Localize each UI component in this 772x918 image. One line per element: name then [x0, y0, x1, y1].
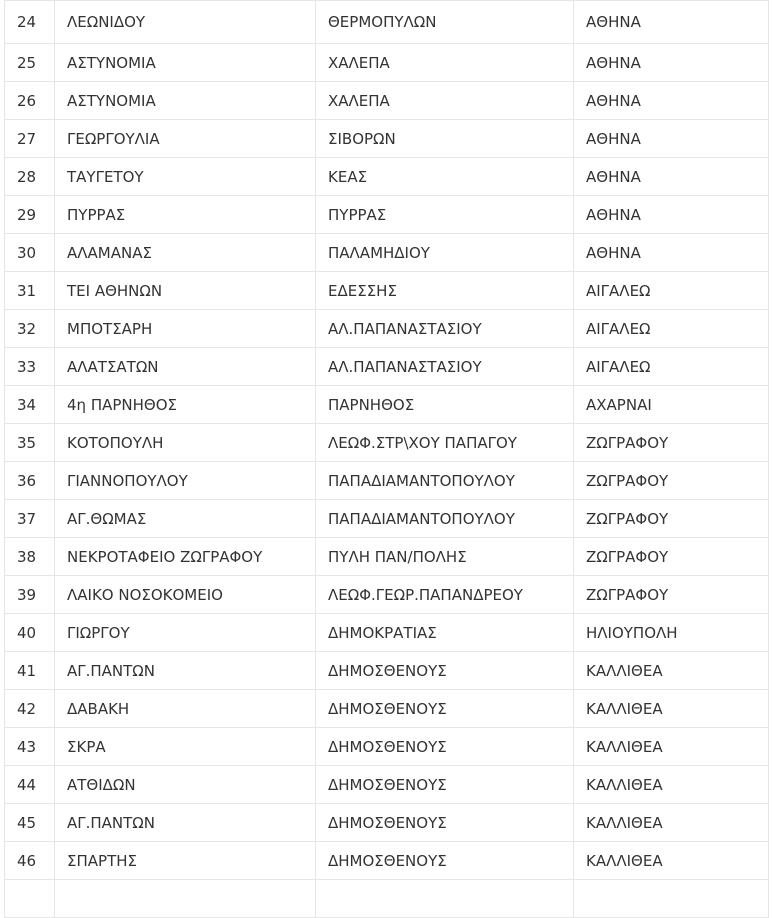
area-name-cell: ΖΩΓΡΑΦΟΥ	[574, 538, 769, 576]
location-name-cell: ΓΕΩΡΓΟΥΛΙΑ	[55, 120, 316, 158]
street-name-cell: ΚΕΑΣ	[316, 158, 574, 196]
street-name-cell: ΑΛ.ΠΑΠΑΝΑΣΤΑΣΙΟΥ	[316, 310, 574, 348]
location-name-cell: ΝΕΚΡΟΤΑΦΕΙΟ ΖΩΓΡΑΦΟΥ	[55, 538, 316, 576]
street-name-cell: ΕΔΕΣΣΗΣ	[316, 272, 574, 310]
location-name-cell: ΛΑΙΚΟ ΝΟΣΟΚΟΜΕΙΟ	[55, 576, 316, 614]
area-name-cell: ΑΙΓΑΛΕΩ	[574, 348, 769, 386]
area-name-cell: ΑΙΓΑΛΕΩ	[574, 272, 769, 310]
row-number-cell: 46	[5, 842, 55, 880]
street-name-cell: ΔΗΜΟΣΘΕΝΟΥΣ	[316, 652, 574, 690]
area-name-cell: ΑΘΗΝΑ	[574, 44, 769, 82]
street-name-cell: ΛΕΩΦ.ΣΤΡ\ΧΟΥ ΠΑΠΑΓΟΥ	[316, 424, 574, 462]
row-number-cell: 26	[5, 82, 55, 120]
street-name-cell: ΠΑΠΑΔΙΑΜΑΝΤΟΠΟΥΛΟΥ	[316, 462, 574, 500]
area-name-cell: ΑΘΗΝΑ	[574, 234, 769, 272]
row-number-cell: 27	[5, 120, 55, 158]
street-name-cell	[316, 880, 574, 918]
location-name-cell: ΑΛΑΜΑΝΑΣ	[55, 234, 316, 272]
area-name-cell: ΖΩΓΡΑΦΟΥ	[574, 462, 769, 500]
street-name-cell: ΠΑΛΑΜΗΔΙΟΥ	[316, 234, 574, 272]
row-number-cell: 42	[5, 690, 55, 728]
table-row	[5, 766, 769, 804]
area-name-cell: ΑΘΗΝΑ	[574, 82, 769, 120]
table-row	[5, 614, 769, 652]
location-name-cell: ΛΕΩΝΙΔΟΥ	[55, 1, 316, 44]
table-row	[5, 386, 769, 424]
table-row	[5, 1, 769, 44]
row-number-cell: 36	[5, 462, 55, 500]
row-number-cell: 25	[5, 44, 55, 82]
table-row	[5, 82, 769, 120]
row-number-cell: 29	[5, 196, 55, 234]
row-number-cell: 39	[5, 576, 55, 614]
table-row	[5, 234, 769, 272]
area-name-cell: ΑΘΗΝΑ	[574, 1, 769, 44]
street-name-cell: ΔΗΜΟΣΘΕΝΟΥΣ	[316, 842, 574, 880]
table-row	[5, 842, 769, 880]
table-row	[5, 310, 769, 348]
table-body	[5, 1, 769, 918]
row-number-cell: 37	[5, 500, 55, 538]
location-name-cell: ΤΑΥΓΕΤΟΥ	[55, 158, 316, 196]
table-row	[5, 538, 769, 576]
stations-table-container	[4, 0, 768, 918]
row-number-cell: 33	[5, 348, 55, 386]
location-name-cell: ΑΓ.ΠΑΝΤΩΝ	[55, 804, 316, 842]
location-name-cell: ΠΥΡΡΑΣ	[55, 196, 316, 234]
area-name-cell: ΑΘΗΝΑ	[574, 196, 769, 234]
street-name-cell: ΔΗΜΟΣΘΕΝΟΥΣ	[316, 728, 574, 766]
table-row	[5, 272, 769, 310]
table-row	[5, 44, 769, 82]
location-name-cell: ΓΙΩΡΓΟΥ	[55, 614, 316, 652]
location-name-cell: ΑΓ.ΠΑΝΤΩΝ	[55, 652, 316, 690]
location-name-cell: ΜΠΟΤΣΑΡΗ	[55, 310, 316, 348]
row-number-cell: 28	[5, 158, 55, 196]
area-name-cell: ΖΩΓΡΑΦΟΥ	[574, 576, 769, 614]
street-name-cell: ΣΙΒΟΡΩΝ	[316, 120, 574, 158]
area-name-cell: ΚΑΛΛΙΘΕΑ	[574, 690, 769, 728]
location-name-cell: ΓΙΑΝΝΟΠΟΥΛΟΥ	[55, 462, 316, 500]
row-number-cell: 41	[5, 652, 55, 690]
row-number-cell: 34	[5, 386, 55, 424]
table-row	[5, 120, 769, 158]
area-name-cell	[574, 880, 769, 918]
area-name-cell: ΚΑΛΛΙΘΕΑ	[574, 804, 769, 842]
row-number-cell: 44	[5, 766, 55, 804]
row-number-cell: 40	[5, 614, 55, 652]
location-name-cell: ΣΠΑΡΤΗΣ	[55, 842, 316, 880]
location-name-cell: ΤΕΙ ΑΘΗΝΩΝ	[55, 272, 316, 310]
row-number-cell: 43	[5, 728, 55, 766]
location-name-cell: ΑΣΤΥΝΟΜΙΑ	[55, 44, 316, 82]
location-name-cell: ΑΛΑΤΣΑΤΩΝ	[55, 348, 316, 386]
location-name-cell: ΑΓ.ΘΩΜΑΣ	[55, 500, 316, 538]
area-name-cell: ΑΘΗΝΑ	[574, 120, 769, 158]
area-name-cell: ΚΑΛΛΙΘΕΑ	[574, 842, 769, 880]
street-name-cell: ΔΗΜΟΣΘΕΝΟΥΣ	[316, 766, 574, 804]
row-number-cell: 31	[5, 272, 55, 310]
table-row	[5, 728, 769, 766]
row-number-cell: 35	[5, 424, 55, 462]
street-name-cell: ΧΑΛΕΠΑ	[316, 82, 574, 120]
street-name-cell: ΔΗΜΟΣΘΕΝΟΥΣ	[316, 804, 574, 842]
table-row	[5, 880, 769, 918]
area-name-cell: ΚΑΛΛΙΘΕΑ	[574, 766, 769, 804]
table-row	[5, 196, 769, 234]
area-name-cell: ΖΩΓΡΑΦΟΥ	[574, 500, 769, 538]
street-name-cell: ΠΥΛΗ ΠΑΝ/ΠΟΛΗΣ	[316, 538, 574, 576]
area-name-cell: ΑΙΓΑΛΕΩ	[574, 310, 769, 348]
table-row	[5, 652, 769, 690]
table-row	[5, 576, 769, 614]
row-number-cell: 38	[5, 538, 55, 576]
row-number-cell: 45	[5, 804, 55, 842]
area-name-cell: ΗΛΙΟΥΠΟΛΗ	[574, 614, 769, 652]
table-row	[5, 462, 769, 500]
street-name-cell: ΘΕΡΜΟΠΥΛΩΝ	[316, 1, 574, 44]
row-number-cell: 24	[5, 1, 55, 44]
street-name-cell: ΑΛ.ΠΑΠΑΝΑΣΤΑΣΙΟΥ	[316, 348, 574, 386]
location-name-cell: ΚΟΤΟΠΟΥΛΗ	[55, 424, 316, 462]
table-row	[5, 804, 769, 842]
table-row	[5, 424, 769, 462]
location-name-cell: ΑΤΘΙΔΩΝ	[55, 766, 316, 804]
area-name-cell: ΚΑΛΛΙΘΕΑ	[574, 652, 769, 690]
street-name-cell: ΠΑΡΝΗΘΟΣ	[316, 386, 574, 424]
street-name-cell: ΠΥΡΡΑΣ	[316, 196, 574, 234]
row-number-cell: 30	[5, 234, 55, 272]
location-name-cell	[55, 880, 316, 918]
row-number-cell: 32	[5, 310, 55, 348]
location-name-cell: 4η ΠΑΡΝΗΘΟΣ	[55, 386, 316, 424]
street-name-cell: ΔΗΜΟΚΡΑΤΙΑΣ	[316, 614, 574, 652]
stations-table	[4, 0, 769, 918]
table-row	[5, 500, 769, 538]
street-name-cell: ΧΑΛΕΠΑ	[316, 44, 574, 82]
table-row	[5, 158, 769, 196]
table-row	[5, 690, 769, 728]
area-name-cell: ΑΧΑΡΝΑΙ	[574, 386, 769, 424]
location-name-cell: ΣΚΡΑ	[55, 728, 316, 766]
street-name-cell: ΠΑΠΑΔΙΑΜΑΝΤΟΠΟΥΛΟΥ	[316, 500, 574, 538]
row-number-cell	[5, 880, 55, 918]
area-name-cell: ΚΑΛΛΙΘΕΑ	[574, 728, 769, 766]
street-name-cell: ΔΗΜΟΣΘΕΝΟΥΣ	[316, 690, 574, 728]
table-row	[5, 348, 769, 386]
location-name-cell: ΑΣΤΥΝΟΜΙΑ	[55, 82, 316, 120]
area-name-cell: ΖΩΓΡΑΦΟΥ	[574, 424, 769, 462]
area-name-cell: ΑΘΗΝΑ	[574, 158, 769, 196]
street-name-cell: ΛΕΩΦ.ΓΕΩΡ.ΠΑΠΑΝΔΡΕΟΥ	[316, 576, 574, 614]
location-name-cell: ΔΑΒΑΚΗ	[55, 690, 316, 728]
